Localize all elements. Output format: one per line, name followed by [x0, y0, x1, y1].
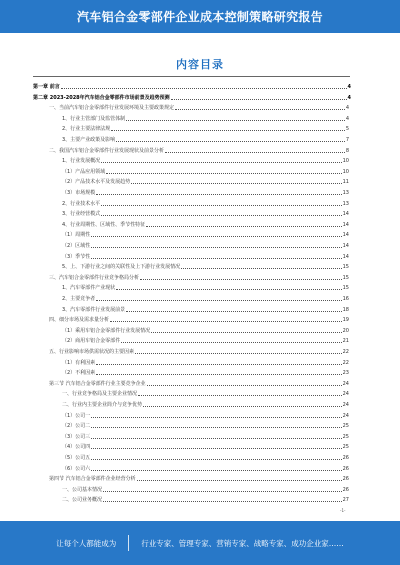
toc-entry-page: 4 [345, 105, 349, 112]
toc-entry-label: （4）公司四 [62, 444, 91, 451]
toc-entry-page: 21 [342, 338, 349, 345]
toc-entry-label: （2）产品技术水平及发展趋势 [62, 179, 131, 186]
toc-entry-label: 3、主要产业政策及影响 [62, 137, 116, 143]
toc-entry[interactable] [62, 497, 349, 503]
toc-leader-dots [137, 480, 342, 481]
toc-leader-dots [116, 289, 341, 290]
toc-entry-page: 14 [342, 253, 349, 260]
toc-entry[interactable] [49, 476, 349, 482]
toc-entry-label: 2、行业技术水平 [62, 200, 101, 207]
toc-entry-label: 一、公司基本情况 [62, 486, 103, 493]
page-number: -1- [340, 508, 346, 513]
toc-entry-page: 7 [345, 137, 349, 143]
toc-leader-dots [91, 258, 341, 259]
toc-entry-label: 5、上、下游行业之间的关联性及上下游行业发展情况 [62, 264, 181, 271]
toc-entry-page: 16 [342, 296, 349, 302]
toc-entry[interactable] [49, 317, 349, 323]
toc-entry-label: （2）商用车铝合金零部件 [62, 338, 121, 345]
toc-entry-label: （6）公司六 [62, 465, 91, 472]
toc-title: 内容目录 [176, 58, 224, 71]
toc-leader-dots [111, 130, 345, 131]
toc-entry[interactable] [62, 466, 349, 472]
toc-entry-page: 20 [342, 327, 349, 334]
toc-leader-dots [101, 215, 341, 216]
toc-entry[interactable] [62, 158, 349, 164]
toc-entry[interactable] [62, 243, 349, 249]
toc-entry[interactable] [62, 391, 349, 397]
toc-entry[interactable] [62, 328, 349, 334]
toc-entry-page: 13 [342, 190, 349, 196]
toc-entry[interactable] [49, 105, 349, 111]
toc-entry-label: 2、行业主要法律法规 [62, 126, 111, 133]
toc-leader-dots [121, 342, 341, 343]
toc-entry[interactable] [49, 275, 349, 281]
toc-leader-dots [135, 353, 342, 354]
toc-leader-dots [91, 427, 341, 428]
toc-entry-page: 27 [342, 497, 349, 504]
toc-entry-label: 第四节 汽车铝合金零部件企业经营分析 [49, 476, 136, 483]
toc-entry-page: 11 [342, 179, 349, 186]
toc-leader-dots [96, 300, 341, 301]
report-title: 汽车铝合金零部件企业成本控制策略研究报告 [76, 10, 323, 24]
toc-leader-dots [96, 374, 341, 375]
toc-leader-dots [126, 311, 341, 312]
toc-leader-dots [61, 88, 347, 89]
toc-leader-dots [181, 268, 341, 269]
toc-entry-label: （1）周期性 [62, 232, 91, 239]
toc-entry-label: 4、行业周期性、区域性、季节性特征 [62, 221, 146, 228]
toc-leader-dots [91, 236, 341, 237]
toc-entry-page: 5 [345, 126, 349, 133]
toc-leader-dots [101, 205, 341, 206]
toc-entry[interactable] [62, 190, 349, 196]
toc-entry[interactable] [33, 95, 351, 101]
toc-leader-dots [103, 491, 342, 492]
toc-entry-page: 14 [342, 221, 349, 228]
toc-entry-label: 第三节 汽车铝合金零部件行业主要竞争企业 [49, 380, 146, 387]
toc-entry-label: （2）区域性 [62, 243, 91, 249]
toc-entry-label: （1）乘用车铝合金零部件行业发展情况 [62, 327, 151, 334]
toc-leader-dots [91, 459, 341, 460]
toc-entry-label: 三、汽车铝合金零部件行业竞争格局分析 [49, 274, 140, 281]
toc-entry-label: （2）公司二 [62, 423, 91, 430]
toc-entry[interactable] [62, 201, 349, 207]
toc-entry[interactable] [49, 148, 349, 154]
toc-leader-dots [91, 247, 341, 248]
toc-leader-dots [175, 109, 345, 110]
toc-leader-dots [91, 470, 341, 471]
toc-entry[interactable] [62, 444, 349, 450]
toc-entry-page: 24 [342, 380, 349, 387]
footer-slogan-right: 行业专家、管理专家、营销专家、战略专家、成功企业家…… [141, 538, 344, 548]
toc-leader-dots [171, 99, 347, 100]
toc-entry[interactable] [62, 413, 349, 419]
toc-entry-label: 第二章 2023-2028年汽车铝合金零部件市场前景及趋势预测 [33, 94, 170, 101]
toc-entry[interactable] [62, 116, 349, 122]
toc-entry[interactable] [62, 402, 349, 408]
toc-entry-page: 8 [345, 147, 349, 154]
title-divider [33, 76, 350, 77]
toc-leader-dots [101, 162, 341, 163]
toc-leader-dots [147, 385, 342, 386]
toc-entry[interactable] [62, 487, 349, 493]
toc-entry-label: （1）公司一 [62, 412, 91, 419]
toc-entry-label: （5）公司五 [62, 455, 91, 461]
toc-entry-page: 10 [342, 158, 349, 165]
toc-entry[interactable] [62, 169, 349, 175]
toc-entry-label: 二、我国汽车铝合金零部件行业发展现状及前景分析 [49, 147, 165, 154]
toc-entry-page: 19 [342, 317, 349, 324]
toc-entry-page: 24 [342, 402, 349, 408]
toc-entry-page: 25 [342, 444, 349, 451]
toc-entry[interactable] [62, 434, 349, 440]
toc-entry-label: （3）市场规模 [62, 190, 96, 196]
toc-entry[interactable] [62, 455, 349, 461]
report-header [0, 0, 400, 33]
toc-entry-label: 2、主要竞争者 [62, 296, 96, 302]
toc-entry-page: 13 [342, 200, 349, 207]
toc-entry-page: 22 [342, 349, 349, 355]
toc-entry[interactable] [62, 254, 349, 260]
toc-entry-page: 26 [342, 476, 349, 483]
toc-entry-page: 23 [342, 370, 349, 377]
toc-entry-page: 24 [342, 391, 349, 398]
toc-entry[interactable] [62, 264, 349, 270]
toc-entry-page: 18 [342, 306, 349, 313]
toc-entry-page: 14 [342, 211, 349, 218]
toc-leader-dots [96, 194, 341, 195]
toc-entry[interactable] [62, 211, 349, 217]
toc-entry-label: 一、当前汽车铝合金零部件行业发展环境及主要政策规定 [49, 105, 175, 112]
toc-entry[interactable] [62, 423, 349, 429]
toc-entry-page: 24 [342, 412, 349, 419]
toc-entry[interactable] [62, 370, 349, 376]
toc-entry-page: 25 [342, 423, 349, 430]
toc-entry-page: 15 [342, 274, 349, 281]
toc-entry-page: 14 [342, 232, 349, 239]
toc-leader-dots [116, 141, 345, 142]
toc-entry-label: 1、汽车零部件产业现状 [62, 285, 116, 292]
toc-leader-dots [143, 406, 342, 407]
toc-entry[interactable] [62, 360, 349, 366]
toc-entry[interactable] [62, 126, 349, 132]
toc-entry-label: 第一章 前言 [33, 84, 60, 90]
toc-entry-label: 1、行业发展概况 [62, 158, 101, 165]
toc-entry-label: （1）产品应用领域 [62, 168, 106, 175]
toc-entry[interactable] [33, 84, 351, 90]
toc-leader-dots [131, 183, 341, 184]
toc-entry[interactable] [49, 381, 349, 387]
toc-leader-dots [106, 173, 341, 174]
toc-entry-page: 26 [342, 465, 349, 472]
toc-leader-dots [138, 395, 342, 396]
toc-entry-page: 14 [342, 243, 349, 249]
toc-entry[interactable] [62, 232, 349, 238]
toc-entry[interactable] [62, 307, 349, 313]
toc-entry-page: 25 [342, 433, 349, 440]
toc-entry[interactable] [62, 222, 349, 228]
toc-leader-dots [165, 152, 345, 153]
toc-entry-page: 15 [342, 264, 349, 271]
toc-leader-dots [110, 321, 342, 322]
toc-entry-label: 3、行业经营模式 [62, 211, 101, 218]
toc-entry-page: 4 [345, 115, 349, 122]
footer-slogan-left: 让每个人都能成为 [56, 538, 117, 548]
toc-entry-label: 二、行业内主要企业简介与竞争优势 [62, 402, 143, 408]
footer-divider [128, 535, 129, 551]
toc-leader-dots [151, 332, 341, 333]
toc-leader-dots [91, 417, 341, 418]
toc-entry-page: 26 [342, 486, 349, 493]
toc-entry[interactable] [62, 179, 349, 185]
toc-entry[interactable] [62, 137, 349, 143]
toc-entry-page: 4 [347, 84, 351, 90]
toc-leader-dots [103, 501, 342, 502]
toc-leader-dots [146, 226, 341, 227]
toc-entry-label: （2）不利因素 [62, 370, 96, 377]
toc-entry-label: 3、汽车零部件行业发展前景 [62, 306, 126, 313]
toc-entry-label: 1、行业主管部门及监管体制 [62, 115, 126, 122]
toc-entry-page: 22 [342, 359, 349, 366]
toc-entry[interactable] [62, 296, 349, 302]
toc-entry-label: 一、行业竞争格局及主要企业情况 [62, 391, 138, 398]
toc-leader-dots [140, 279, 342, 280]
toc-leader-dots [91, 448, 341, 449]
toc-entry-label: （3）公司三 [62, 433, 91, 440]
toc-entry-label: 五、行业影响市场供需状况的主要因素 [49, 349, 135, 355]
toc-entry[interactable] [49, 349, 349, 355]
toc-entry[interactable] [62, 338, 349, 344]
toc-leader-dots [96, 364, 341, 365]
toc-leader-dots [91, 438, 341, 439]
toc-entry-page: 10 [342, 168, 349, 175]
toc-entry-page: 4 [347, 94, 351, 101]
toc-entry-label: （3）季节性 [62, 253, 91, 260]
toc-entry-label: （1）有利因素 [62, 359, 96, 366]
toc-entry-page: 26 [342, 455, 349, 461]
toc-entry[interactable] [62, 285, 349, 291]
toc-leader-dots [126, 120, 345, 121]
toc-entry-page: 15 [342, 285, 349, 292]
toc-entry-label: 二、公司业务概况 [62, 497, 103, 504]
report-footer [0, 521, 400, 565]
toc-entry-label: 四、细分市场及需求量分析 [49, 317, 110, 324]
